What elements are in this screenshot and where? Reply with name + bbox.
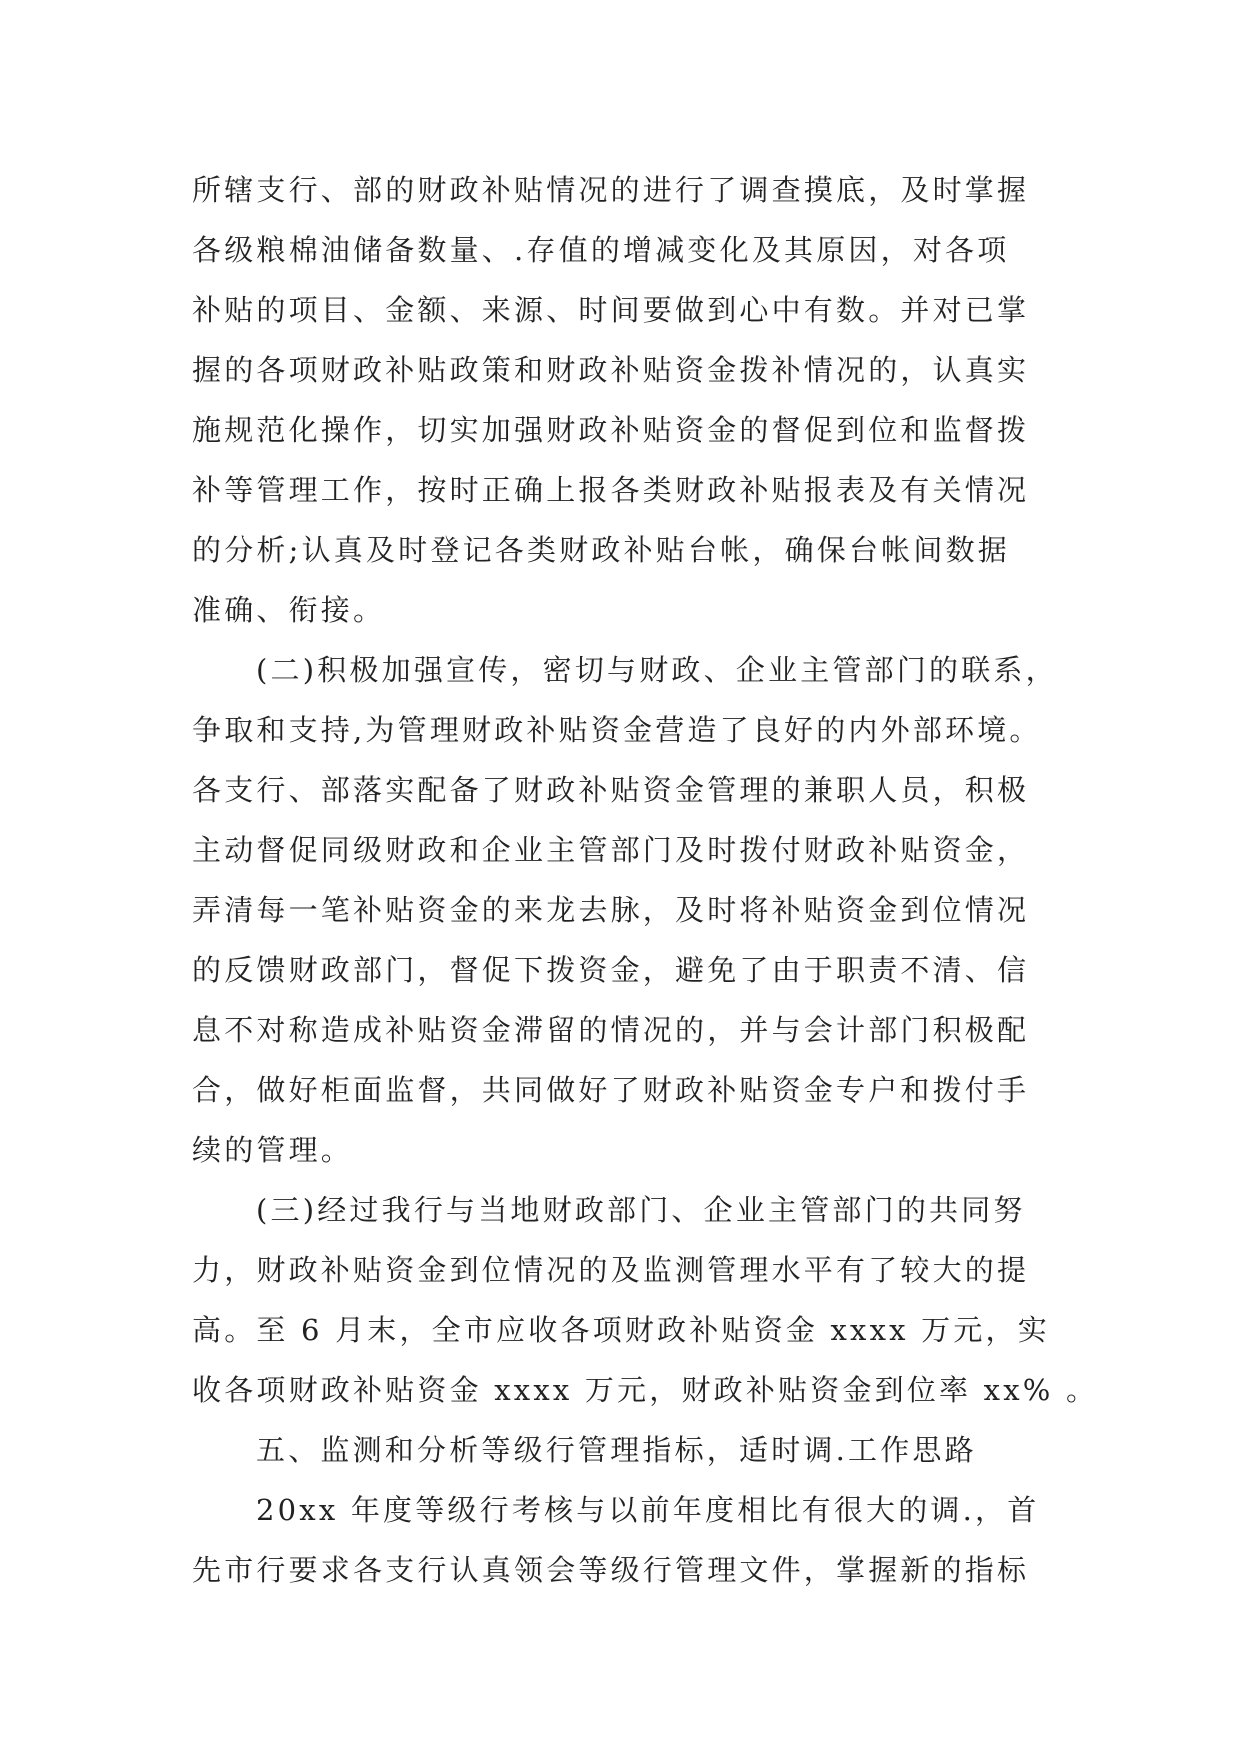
body-text — [192, 160, 1099, 1600]
text-line: 各支行、部落实配备了财政补贴资金管理的兼职人员，积极 — [192, 773, 1030, 807]
text-line: 20xx 年度等级行考核与以前年度相比有很大的调.，首 — [256, 1493, 1040, 1527]
text-line: 补贴的项目、金额、来源、时间要做到心中有数。并对已掌 — [192, 293, 1030, 327]
text-line: 争取和支持,为管理财政补贴资金营造了良好的内外部环境。 — [192, 713, 1042, 747]
text-line: 所辖支行、部的财政补贴情况的进行了调查摸底，及时掌握 — [192, 173, 1030, 207]
text-line: (二)积极加强宣传，密切与财政、企业主管部门的联系， — [256, 653, 1058, 687]
text-line: 合，做好柜面监督，共同做好了财政补贴资金专户和拨付手 — [192, 1073, 1030, 1107]
text-line: 握的各项财政补贴政策和财政补贴资金拨补情况的，认真实 — [192, 353, 1030, 387]
text-line: 续的管理。 — [192, 1133, 354, 1167]
text-line: 的分析;认真及时登记各类财政补贴台帐，确保台帐间数据 — [192, 533, 1010, 567]
text-line: 各级粮棉油储备数量、.存值的增减变化及其原因，对各项 — [192, 233, 1010, 267]
text-line: 准确、衔接。 — [192, 593, 386, 627]
text-line: 息不对称造成补贴资金滞留的情况的，并与会计部门积极配 — [192, 1013, 1030, 1047]
text-line: 主动督促同级财政和企业主管部门及时拨付财政补贴资金， — [192, 833, 1030, 867]
text-line: 补等管理工作，按时正确上报各类财政补贴报表及有关情况 — [192, 473, 1030, 507]
text-line: (三)经过我行与当地财政部门、企业主管部门的共同努 — [256, 1193, 1026, 1227]
text-line: 先市行要求各支行认真领会等级行管理文件，掌握新的指标 — [192, 1553, 1030, 1587]
text-line: 弄清每一笔补贴资金的来龙去脉，及时将补贴资金到位情况 — [192, 893, 1030, 927]
text-line: 施规范化操作，切实加强财政补贴资金的督促到位和监督拨 — [192, 413, 1030, 447]
text-line: 高。至 6 月末，全市应收各项财政补贴资金 xxxx 万元，实 — [192, 1313, 1050, 1347]
text-line: 的反馈财政部门，督促下拨资金，避免了由于职责不清、信 — [192, 953, 1030, 987]
text-line: 收各项财政补贴资金 xxxx 万元，财政补贴资金到位率 xx% 。 — [192, 1373, 1099, 1407]
text-line: 力，财政补贴资金到位情况的及监测管理水平有了较大的提 — [192, 1253, 1030, 1287]
section-heading: 五、监测和分析等级行管理指标，适时调.工作思路 — [256, 1433, 977, 1467]
